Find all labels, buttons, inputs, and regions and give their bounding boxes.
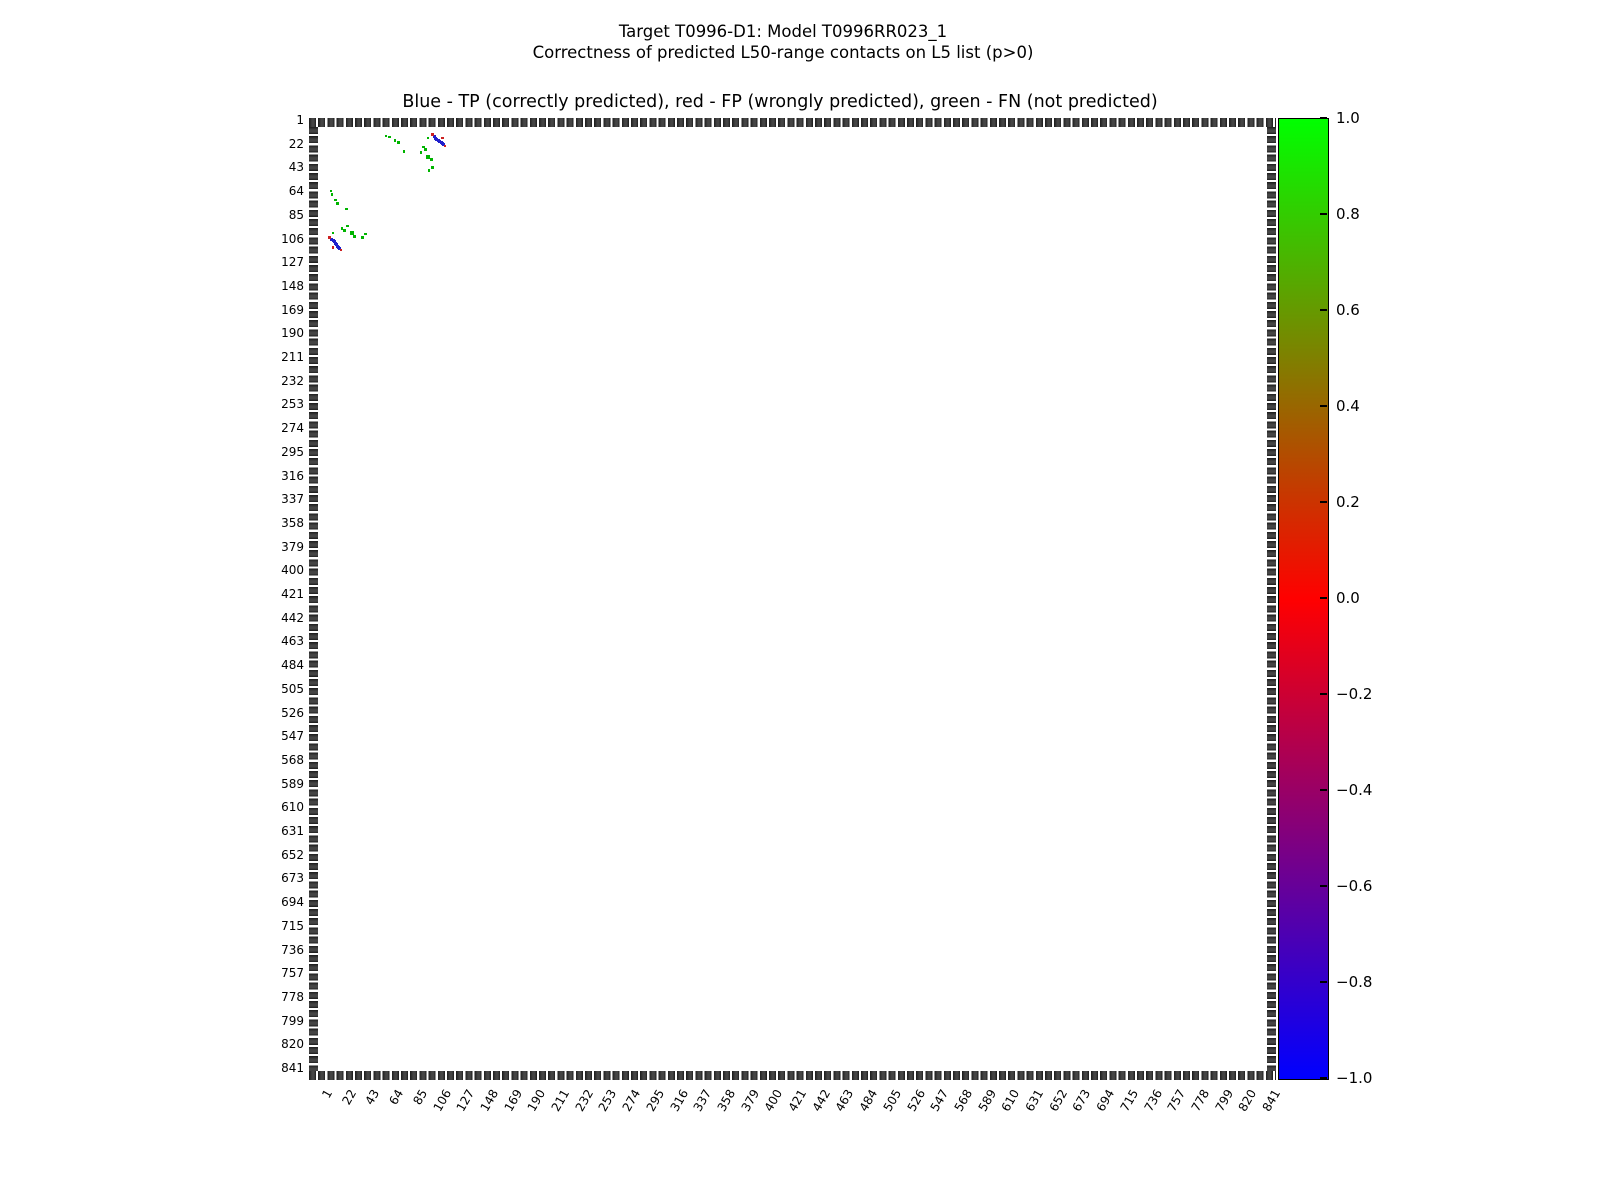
colorbar-tick-label: 0.8 bbox=[1336, 205, 1360, 223]
colorbar-tick bbox=[1320, 309, 1327, 311]
colorbar-tick bbox=[1320, 405, 1327, 407]
point-fn bbox=[403, 150, 406, 153]
y-tick-label: 22 bbox=[288, 136, 304, 151]
point-fn bbox=[332, 232, 335, 235]
colorbar-tick-label: 0.4 bbox=[1336, 397, 1360, 415]
colorbar-tick bbox=[1320, 501, 1327, 503]
point-fn bbox=[397, 141, 400, 144]
x-tick-label: 64 bbox=[386, 1087, 407, 1108]
y-tick-label: 232 bbox=[281, 373, 304, 388]
x-tick-label: 127 bbox=[453, 1087, 478, 1114]
x-tick-label: 295 bbox=[643, 1087, 667, 1114]
y-tick-label: 505 bbox=[281, 681, 304, 696]
y-tick-label: 169 bbox=[281, 302, 304, 317]
point-fp bbox=[328, 236, 330, 238]
y-tick-label: 820 bbox=[281, 1037, 304, 1052]
y-tick-label: 253 bbox=[281, 397, 304, 412]
x-tick-label: 526 bbox=[904, 1087, 928, 1114]
x-tick-label: 274 bbox=[619, 1087, 644, 1114]
x-tick-label: 379 bbox=[738, 1087, 762, 1114]
y-tick-label: 568 bbox=[281, 752, 304, 767]
y-tick-label: 106 bbox=[281, 231, 304, 246]
colorbar-tick-label: 0.6 bbox=[1336, 301, 1360, 319]
point-fn bbox=[353, 235, 356, 238]
y-tick-label: 85 bbox=[288, 207, 304, 222]
x-tick-label: 358 bbox=[714, 1087, 739, 1114]
colorbar-tick-label: 0.0 bbox=[1336, 589, 1360, 607]
plot-border-top bbox=[309, 118, 1276, 127]
y-tick-label: 778 bbox=[281, 989, 304, 1004]
point-fn bbox=[345, 208, 348, 211]
y-tick-label: 400 bbox=[281, 563, 304, 578]
y-tick-label: 484 bbox=[281, 658, 304, 673]
plot-border-right bbox=[1267, 127, 1276, 1071]
x-tick-label: 757 bbox=[1164, 1087, 1189, 1114]
y-tick-label: 652 bbox=[281, 847, 304, 862]
colorbar-tick-label: 1.0 bbox=[1336, 109, 1360, 127]
x-tick-label: 232 bbox=[572, 1087, 596, 1114]
x-tick-label: 253 bbox=[595, 1087, 620, 1114]
x-tick-label: 316 bbox=[667, 1087, 691, 1114]
y-tick-label: 547 bbox=[281, 729, 304, 744]
y-tick-label: 190 bbox=[281, 326, 304, 341]
point-fn bbox=[394, 139, 397, 142]
y-tick-label: 799 bbox=[281, 1013, 304, 1028]
x-tick-label: 484 bbox=[856, 1087, 881, 1114]
x-tick-label: 169 bbox=[501, 1087, 525, 1114]
point-fp bbox=[444, 145, 446, 147]
y-tick-label: 211 bbox=[281, 350, 304, 364]
y-tick-label: 631 bbox=[281, 824, 304, 839]
point-fp bbox=[332, 246, 334, 248]
x-tick-label: 715 bbox=[1117, 1087, 1141, 1114]
point-fn bbox=[361, 236, 364, 239]
point-fn bbox=[427, 137, 430, 140]
colorbar-tick bbox=[1320, 1077, 1327, 1079]
colorbar-tick bbox=[1320, 213, 1327, 215]
y-tick-label: 736 bbox=[281, 942, 304, 957]
x-tick-label: 442 bbox=[809, 1087, 833, 1114]
point-fn bbox=[388, 136, 391, 139]
y-tick-label: 64 bbox=[288, 184, 304, 199]
x-tick-label: 43 bbox=[362, 1087, 383, 1108]
x-tick-label: 799 bbox=[1212, 1087, 1236, 1114]
point-fn bbox=[346, 225, 349, 228]
figure-subtitle: Correctness of predicted L50-range contacts on L5 list (p>0) bbox=[532, 43, 1034, 62]
point-fn bbox=[364, 233, 367, 236]
colorbar-tick bbox=[1320, 597, 1327, 599]
x-tick-label: 463 bbox=[832, 1087, 857, 1114]
point-fn bbox=[420, 151, 423, 154]
x-tick-label: 736 bbox=[1141, 1087, 1165, 1114]
colorbar-tick bbox=[1320, 693, 1327, 695]
plot-border-bottom bbox=[309, 1071, 1276, 1080]
point-fn bbox=[424, 148, 427, 151]
colorbar-tick bbox=[1320, 789, 1327, 791]
y-tick-label: 274 bbox=[281, 421, 304, 436]
point-fn bbox=[343, 229, 346, 232]
x-tick-label: 820 bbox=[1235, 1087, 1260, 1114]
y-tick-label: 694 bbox=[281, 895, 304, 910]
point-fp bbox=[441, 137, 443, 139]
figure-title: Target T0996-D1: Model T0996RR023_1 bbox=[618, 22, 948, 41]
x-tick-label: 22 bbox=[339, 1087, 359, 1108]
x-tick-label: 610 bbox=[998, 1087, 1023, 1114]
point-fn bbox=[330, 190, 333, 193]
y-tick-label: 295 bbox=[281, 444, 304, 459]
point-fn bbox=[334, 199, 337, 202]
y-tick-label: 610 bbox=[281, 800, 304, 815]
y-tick-label: 316 bbox=[281, 468, 304, 483]
x-tick-label: 85 bbox=[410, 1087, 430, 1108]
x-tick-label: 547 bbox=[927, 1087, 952, 1114]
colorbar-tick-label: −1.0 bbox=[1336, 1069, 1373, 1087]
y-tick-label: 148 bbox=[281, 278, 304, 293]
x-tick-label: 148 bbox=[477, 1087, 502, 1114]
y-tick-label: 463 bbox=[281, 634, 304, 649]
colorbar-tick bbox=[1320, 885, 1327, 887]
plot-title: Blue - TP (correctly predicted), red - FP (wrongly predicted), green - FN (not predicted) bbox=[402, 92, 1158, 112]
x-tick-label: 589 bbox=[975, 1087, 999, 1114]
point-fp bbox=[340, 249, 342, 251]
point-fn bbox=[336, 202, 339, 205]
colorbar-tick-label: −0.8 bbox=[1336, 973, 1373, 991]
colorbar-tick bbox=[1320, 117, 1327, 119]
colorbar-tick-label: 0.2 bbox=[1336, 493, 1360, 511]
x-tick-label: 421 bbox=[785, 1087, 810, 1114]
x-tick-label: 568 bbox=[951, 1087, 976, 1114]
y-tick-label: 43 bbox=[288, 160, 304, 175]
x-tick-label: 400 bbox=[761, 1087, 786, 1114]
colorbar-tick-label: −0.6 bbox=[1336, 877, 1373, 895]
x-tick-label: 778 bbox=[1188, 1087, 1213, 1114]
x-tick-label: 631 bbox=[1022, 1087, 1047, 1114]
y-tick-label: 379 bbox=[281, 539, 304, 554]
y-tick-label: 127 bbox=[281, 255, 304, 270]
x-tick-label: 673 bbox=[1069, 1087, 1094, 1114]
x-tick-label: 694 bbox=[1093, 1087, 1118, 1114]
x-tick-label: 652 bbox=[1046, 1087, 1070, 1114]
x-tick-label: 211 bbox=[548, 1087, 573, 1114]
y-tick-label: 337 bbox=[281, 492, 304, 507]
x-tick-label: 505 bbox=[880, 1087, 904, 1114]
plot-border-left bbox=[309, 127, 318, 1071]
y-tick-label: 589 bbox=[281, 776, 304, 791]
x-tick-label: 337 bbox=[690, 1087, 715, 1114]
x-tick-label: 190 bbox=[524, 1087, 549, 1114]
y-tick-label: 526 bbox=[281, 705, 304, 720]
y-tick-label: 1 bbox=[296, 113, 304, 127]
colorbar-tick-label: −0.4 bbox=[1336, 781, 1373, 799]
point-fn bbox=[431, 166, 434, 169]
y-tick-label: 757 bbox=[281, 966, 304, 981]
colorbar-gradient bbox=[1278, 118, 1329, 1080]
point-fn bbox=[430, 158, 433, 161]
y-tick-label: 673 bbox=[281, 871, 304, 886]
colorbar-tick-label: −0.2 bbox=[1336, 685, 1373, 703]
y-tick-label: 841 bbox=[281, 1061, 304, 1076]
point-fn bbox=[385, 135, 388, 138]
y-tick-label: 421 bbox=[281, 587, 304, 601]
point-fn bbox=[428, 169, 431, 172]
y-tick-label: 442 bbox=[281, 610, 304, 625]
x-tick-label: 841 bbox=[1259, 1087, 1284, 1114]
x-tick-label: 106 bbox=[430, 1087, 454, 1114]
colorbar-tick bbox=[1320, 981, 1327, 983]
x-tick-label: 1 bbox=[319, 1087, 336, 1101]
point-fp bbox=[431, 133, 433, 135]
y-tick-label: 358 bbox=[281, 515, 304, 530]
point-fn bbox=[331, 193, 334, 196]
y-tick-label: 715 bbox=[281, 918, 304, 933]
